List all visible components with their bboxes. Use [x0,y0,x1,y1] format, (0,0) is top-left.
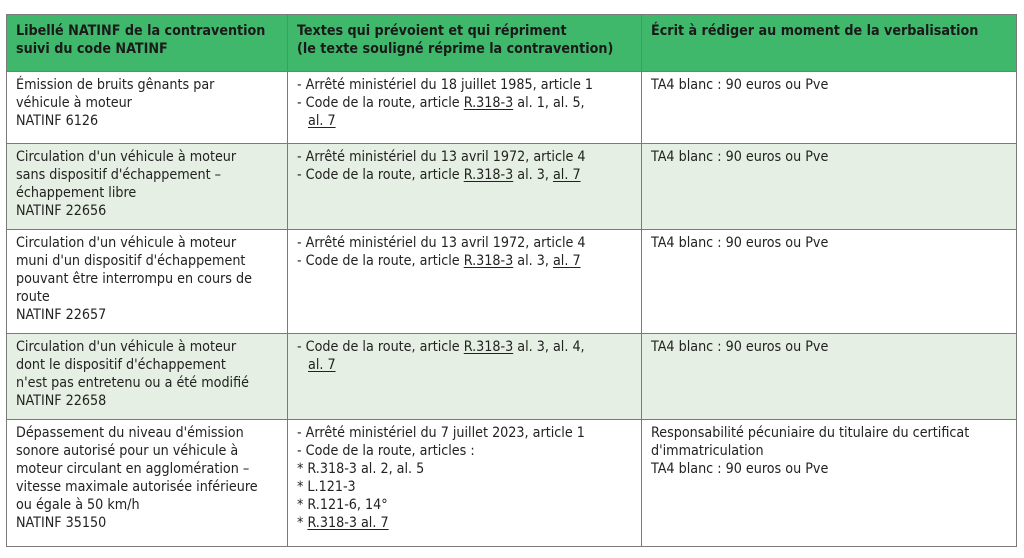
table-row [7,72,1017,144]
underlined-reference: al. 7 [552,253,581,269]
row-textes: - Arrêté ministériel du 18 juillet 1985, article 1 - Code de la route, article R.318-3 al. 1, al. 5, al. 7 [288,72,642,144]
underlined-reference: R.318-3 al. 7 [307,515,389,531]
underlined-reference: R.318-3 [463,339,514,355]
table-row [7,230,1017,334]
row-ecrit: Responsabilité pécuniaire du titulaire du certificat d'immatriculation TA4 blanc : 90 euros ou Pve [642,420,1017,547]
row-libelle: Circulation d'un véhicule à moteur muni d'un dispositif d'échappement pouvant être interrompu en cours de route NATINF 22657 [7,230,288,334]
header-libelle: Libellé NATINF de la contravention suivi du code NATINF [7,15,288,72]
table-row [7,334,1017,420]
underlined-reference: R.318-3 [463,253,514,269]
row-textes: - Code de la route, article R.318-3 al. 3, al. 4, al. 7 [288,334,642,420]
row-libelle: Émission de bruits gênants par véhicule à moteur NATINF 6126 [7,72,288,144]
header-textes: Textes qui prévoient et qui répriment (le texte souligné réprime la contravention) [288,15,642,72]
row-ecrit: TA4 blanc : 90 euros ou Pve [642,230,1017,334]
table-row [7,144,1017,230]
header-row [7,15,1017,72]
row-libelle: Circulation d'un véhicule à moteur sans dispositif d'échappement – échappement libre NATINF 22656 [7,144,288,230]
row-textes: - Arrêté ministériel du 7 juillet 2023, article 1 - Code de la route, articles : * R.318-3 al. 2, al. 5 * L.121-3 * R.121-6, 14° * R.318-3 al. 7 [288,420,642,547]
header-ecrit: Écrit à rédiger au moment de la verbalisation [642,15,1017,72]
row-libelle: Circulation d'un véhicule à moteur dont le dispositif d'échappement n'est pas entretenu ou a été modifié NATINF 22658 [7,334,288,420]
row-libelle: Dépassement du niveau d'émission sonore autorisé pour un véhicule à moteur circulant en agglomération – vitesse maximale autorisée inférieure ou égale à 50 km/h NATINF 35150 [7,420,288,547]
underlined-reference: al. 7 [308,357,336,373]
underlined-reference: al. 7 [308,113,336,129]
row-textes: - Arrêté ministériel du 13 avril 1972, article 4 - Code de la route, article R.318-3 al. 3, al. 7 [288,144,642,230]
row-ecrit: TA4 blanc : 90 euros ou Pve [642,144,1017,230]
row-textes: - Arrêté ministériel du 13 avril 1972, article 4 - Code de la route, article R.318-3 al. 3, al. 7 [288,230,642,334]
natinf-table [6,14,1017,547]
table-header [7,15,1017,72]
underlined-reference: R.318-3 [463,167,514,183]
row-ecrit: TA4 blanc : 90 euros ou Pve [642,72,1017,144]
underlined-reference: al. 7 [552,167,581,183]
underlined-reference: R.318-3 [463,95,514,111]
table-row [7,420,1017,547]
row-ecrit: TA4 blanc : 90 euros ou Pve [642,334,1017,420]
